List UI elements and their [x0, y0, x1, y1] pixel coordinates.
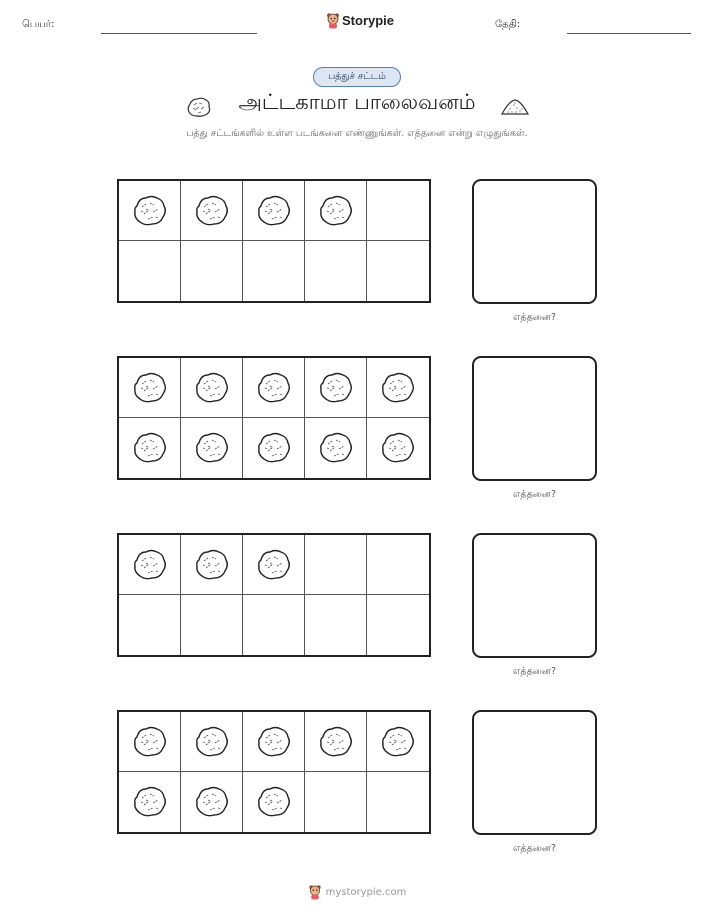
instructions: பத்து சட்டங்களில் உள்ள படங்களை எண்ணுங்கள். எத்தனை என்று எழுதுங்கள்.: [186, 128, 528, 139]
rock-icon: [255, 724, 293, 760]
date-label: தேதி:: [495, 19, 521, 30]
answer-prompt: எத்தனை?: [512, 843, 557, 854]
worksheet-title: அட்டகாமா பாலைவனம்: [238, 90, 476, 114]
frame-cell: [119, 595, 181, 655]
rock-icon: [317, 724, 355, 760]
date-line[interactable]: [567, 33, 691, 34]
rock-icon: [379, 370, 417, 406]
rock-icon: [193, 547, 231, 583]
frame-cell: [367, 358, 429, 418]
rock-icon: [255, 547, 293, 583]
answer-prompt: எத்தனை?: [512, 666, 557, 677]
frame-cell: [367, 535, 429, 595]
frame-cell: [243, 712, 305, 772]
answer-box[interactable]: [472, 710, 597, 835]
frame-cell: [243, 181, 305, 241]
rock-icon: [193, 370, 231, 406]
frame-cell: [305, 712, 367, 772]
frame-cell: [367, 241, 429, 301]
name-line[interactable]: [101, 33, 257, 34]
rock-icon: [131, 547, 169, 583]
answer-box[interactable]: [472, 533, 597, 658]
frame-cell: [243, 418, 305, 478]
frame-cell: [181, 241, 243, 301]
rock-icon: [131, 370, 169, 406]
frame-cell: [119, 772, 181, 832]
rock-icon: [317, 193, 355, 229]
frame-cell: [181, 181, 243, 241]
brand-name: Storypie: [342, 13, 395, 28]
footer-url[interactable]: mystorypie.com: [325, 886, 407, 898]
frame-cell: [305, 418, 367, 478]
frame-cell: [181, 595, 243, 655]
frame-cell: [305, 181, 367, 241]
name-label: பெயர்:: [22, 19, 55, 30]
rock-icon: [255, 784, 293, 820]
frame-cell: [243, 358, 305, 418]
rock-icon: [379, 430, 417, 466]
topic-badge: பத்துச் சட்டம்: [313, 67, 401, 87]
mascot-icon: [326, 12, 340, 29]
rock-icon: [131, 724, 169, 760]
answer-prompt: எத்தனை?: [512, 489, 557, 500]
frame-cell: [305, 241, 367, 301]
frame-cell: [243, 535, 305, 595]
frame-cell: [305, 358, 367, 418]
rock-icon: [193, 430, 231, 466]
rock-icon: [255, 193, 293, 229]
rock-icon: [317, 370, 355, 406]
ten-frame: [117, 179, 431, 303]
rock-icon: [255, 430, 293, 466]
rock-icon: [379, 724, 417, 760]
frame-cell: [181, 358, 243, 418]
frame-cell: [367, 712, 429, 772]
frame-cell: [119, 181, 181, 241]
frame-cell: [367, 418, 429, 478]
frame-cell: [243, 241, 305, 301]
rock-icon: [193, 784, 231, 820]
frame-cell: [181, 772, 243, 832]
frame-cell: [119, 241, 181, 301]
frame-cell: [181, 712, 243, 772]
answer-box[interactable]: [472, 179, 597, 304]
frame-cell: [119, 358, 181, 418]
ten-frame: [117, 533, 431, 657]
answer-prompt: எத்தனை?: [512, 312, 557, 323]
frame-cell: [367, 181, 429, 241]
rock-icon: [255, 370, 293, 406]
frame-cell: [243, 772, 305, 832]
answer-box[interactable]: [472, 356, 597, 481]
rock-icon: [317, 430, 355, 466]
frame-cell: [119, 712, 181, 772]
frame-cell: [181, 535, 243, 595]
sand-pile-icon: [500, 97, 530, 117]
frame-cell: [305, 772, 367, 832]
frame-cell: [181, 418, 243, 478]
frame-cell: [243, 595, 305, 655]
frame-cell: [305, 535, 367, 595]
ten-frame: [117, 710, 431, 834]
rock-icon: [131, 193, 169, 229]
frame-cell: [367, 772, 429, 832]
mascot-icon: [308, 884, 322, 900]
rock-icon: [131, 784, 169, 820]
footer: [0, 884, 714, 900]
rock-icon: [193, 724, 231, 760]
rock-icon: [131, 430, 169, 466]
rock-icon: [193, 193, 231, 229]
ten-frame: [117, 356, 431, 480]
brand-logo: [326, 12, 394, 29]
frame-cell: [119, 418, 181, 478]
frame-cell: [305, 595, 367, 655]
frame-cell: [367, 595, 429, 655]
frame-cell: [119, 535, 181, 595]
